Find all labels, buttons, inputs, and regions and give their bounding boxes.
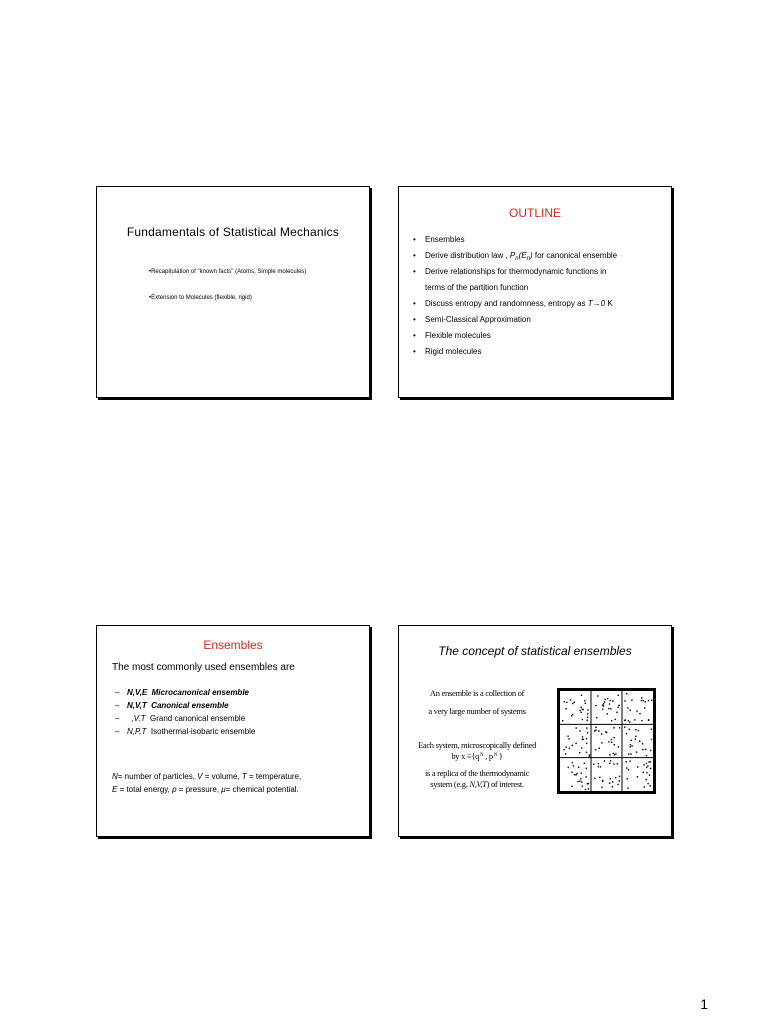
particle-dot [630, 746, 631, 747]
particle-dot [651, 739, 652, 740]
particle-dot [618, 705, 619, 706]
particle-dot [642, 749, 643, 750]
particle-dot [641, 697, 642, 698]
particle-dot [610, 708, 611, 709]
particle-dot [647, 783, 648, 784]
particle-dot [579, 752, 580, 753]
particle-dot [594, 730, 595, 731]
particle-dot [573, 765, 574, 766]
particle-dot [646, 763, 647, 764]
particle-dot [615, 777, 616, 778]
particle-dot [646, 772, 647, 773]
particle-dot [629, 761, 630, 762]
particle-dot [582, 739, 583, 740]
outline-item-distribution: • Derive distribution law , $P_n(E_n)$ for canonical ensemble [413, 248, 663, 264]
particle-dot [609, 783, 610, 784]
particle-dot [586, 738, 587, 739]
outline-item-ensembles: • Ensembles [413, 232, 663, 248]
concept-line-6: system (e.g. N,V,T) of interest. [430, 779, 524, 789]
particle-dot [645, 749, 646, 750]
particle-dot [599, 748, 600, 749]
particle-dot [645, 701, 646, 702]
outline-item-relationships: • Derive relationships for thermodynamic functions in terms of the partition function [413, 264, 663, 296]
particle-dot [643, 764, 644, 765]
particle-dot [570, 699, 571, 700]
particle-dot [602, 781, 603, 782]
particle-dot [644, 786, 645, 787]
particle-dot [635, 736, 636, 737]
particle-dot [608, 708, 609, 709]
particle-dot [565, 708, 566, 709]
concept-line-2: a very large number of systems [428, 706, 526, 716]
outline-list [413, 232, 663, 360]
particle-dot [575, 774, 576, 775]
particle-dot [589, 756, 590, 757]
outline-heading: OUTLINE [508, 206, 561, 220]
particle-dot [646, 755, 647, 756]
ensemble-item-mvt: – ,V,T Grand canonical ensemble [115, 714, 246, 723]
particle-dot [626, 693, 627, 694]
ensemble-item-npt: – N,P,T Isothermal-isobaric ensemble [115, 727, 256, 736]
outline-item-rigid: • Rigid molecules [413, 344, 663, 360]
particle-dot [595, 705, 596, 706]
particle-dot [625, 719, 626, 720]
ensembles-intro: The most commonly used ensembles are [112, 662, 295, 673]
particle-dot [581, 695, 582, 696]
particle-dot [607, 713, 608, 714]
particle-dot [596, 717, 597, 718]
particle-dot [605, 731, 606, 732]
particle-dot [650, 768, 651, 769]
particle-dot [614, 744, 615, 745]
particle-dot [611, 739, 612, 740]
particle-dot [634, 719, 635, 720]
particle-dot [627, 788, 628, 789]
particle-dot [581, 747, 582, 748]
particle-dot [593, 764, 594, 765]
particle-dot [602, 705, 603, 706]
particle-dot [641, 720, 642, 721]
particle-dot [571, 715, 572, 716]
particle-dot [651, 700, 652, 701]
particle-dot [612, 700, 613, 701]
particle-dot [650, 761, 651, 762]
particle-dot [586, 776, 587, 777]
particle-dot [610, 760, 611, 761]
particle-dot [612, 781, 613, 782]
ensembles-heading: Ensembles [203, 638, 263, 652]
particle-dot [587, 783, 588, 784]
particle-dot [631, 700, 632, 701]
particle-dot [608, 741, 609, 742]
particle-dot [617, 763, 618, 764]
page-number: 1 [700, 996, 708, 1012]
particle-dot [638, 730, 639, 731]
particle-dot [581, 772, 582, 773]
particle-dot [619, 727, 620, 728]
particle-dot [588, 788, 589, 789]
particle-dot [613, 727, 614, 728]
particle-dot [598, 730, 599, 731]
recapitulation-bullet: •Recapitulation of "known facts" (Atoms, Simple molecules) [149, 269, 307, 275]
particle-dot [600, 766, 601, 767]
particle-dot [639, 740, 640, 741]
particle-dot [574, 774, 575, 775]
slide-title-heading: Fundamentals of Statistical Mechanics [126, 225, 340, 239]
particle-dot [604, 760, 605, 761]
ensemble-item-nve: – N,V,E Microcanonical ensemble [115, 688, 249, 697]
particle-dot [613, 763, 614, 764]
particle-dot [567, 736, 568, 737]
particle-dot [646, 767, 647, 768]
particle-dot [584, 763, 585, 764]
slide-outline [398, 186, 672, 398]
particle-dot [572, 745, 573, 746]
particle-dot [609, 763, 610, 764]
particle-dot [609, 754, 610, 755]
particle-dot [613, 753, 614, 754]
particle-dot [585, 703, 586, 704]
concept-line-4: by x ≡{q $^N$ , p $^N$ } [451, 751, 503, 761]
particle-dot [628, 754, 629, 755]
particle-dot [642, 743, 643, 744]
particle-dot [572, 714, 573, 715]
particle-dot [624, 727, 625, 728]
particle-dot [644, 707, 645, 708]
particle-dot [618, 695, 619, 696]
particle-dot [582, 709, 583, 710]
particle-dot [581, 712, 582, 713]
particle-dot [618, 746, 619, 747]
particle-dot [627, 707, 628, 708]
particle-dot [615, 719, 616, 720]
particle-dot [619, 776, 620, 777]
slide-ensemble-concept [398, 625, 672, 837]
particle-dot [628, 720, 629, 721]
outline-item-entropy: • Discuss entropy and randomness, entropy as T→0 K [413, 296, 663, 312]
particle-dot [598, 763, 599, 764]
particle-dot [563, 749, 564, 750]
outline-item-semiclassical: • Semi-Classical Approximation [413, 312, 663, 328]
extension-bullet: •Extension to Molecules (flexible, rigid) [149, 295, 252, 301]
particle-dot [618, 706, 619, 707]
concept-line-1: An ensemble is a collection of [429, 688, 525, 698]
particle-dot [577, 781, 578, 782]
particle-dot [619, 780, 620, 781]
particle-dot [648, 761, 649, 762]
particle-dot [582, 719, 583, 720]
particle-dot [597, 695, 598, 696]
particle-dot [611, 742, 612, 743]
particle-dot [636, 710, 637, 711]
particle-dot [571, 786, 572, 787]
particle-dot [629, 721, 630, 722]
particle-dot [624, 700, 625, 701]
particle-dot [612, 786, 613, 787]
definitions-line-1: N= number of particles, V = volume, T = temperature, [112, 772, 302, 781]
particle-dot [586, 727, 587, 728]
particle-dot [617, 784, 618, 785]
particle-dot [604, 699, 605, 700]
particle-dot [572, 762, 573, 763]
particle-dot [614, 754, 615, 755]
particle-dot [575, 743, 576, 744]
particle-dot [581, 781, 582, 782]
particle-dot [643, 772, 644, 773]
particle-dot [604, 701, 605, 702]
particle-dot [649, 774, 650, 775]
ensemble-item-nvt: – N,V,T Canonical ensemble [115, 701, 229, 710]
particle-dot [587, 720, 588, 721]
particle-dot [569, 748, 570, 749]
particle-dot [631, 745, 632, 746]
particle-dot [626, 767, 627, 768]
particle-dot [611, 720, 612, 721]
particle-dot [641, 700, 642, 701]
particle-dot [587, 732, 588, 733]
concept-line-5: is a replica of the thermodynamic [424, 768, 530, 778]
particle-dot [585, 789, 586, 790]
definitions-line-2: E = total energy, p = pressure, μ= chemical potential. [112, 785, 299, 794]
particle-dot [601, 742, 602, 743]
particle-dot [626, 733, 627, 734]
particle-dot [576, 727, 577, 728]
particle-dot [579, 710, 580, 711]
particle-dot [651, 729, 652, 730]
particle-dot [599, 777, 600, 778]
particle-dot [616, 712, 617, 713]
particle-dot [580, 778, 581, 779]
particle-dot [571, 772, 572, 773]
particle-dot [584, 700, 585, 701]
particle-dot [649, 785, 650, 786]
particle-dot [595, 749, 596, 750]
particle-dot [586, 752, 587, 753]
particle-dot [579, 730, 580, 731]
particle-dot [610, 700, 611, 701]
particle-dot [645, 779, 646, 780]
particle-dot [568, 738, 569, 739]
particle-dot [579, 781, 580, 782]
outline-item-flexible: • Flexible molecules [413, 328, 663, 344]
particle-dot [602, 709, 603, 710]
particle-dot [565, 753, 566, 754]
particle-dot [635, 739, 636, 740]
particle-dot [630, 744, 631, 745]
particle-dot [615, 753, 616, 754]
particle-dot [635, 729, 636, 730]
particle-dot [609, 703, 610, 704]
particle-dot [587, 717, 588, 718]
particle-dot [610, 778, 611, 779]
particle-dot [648, 700, 649, 701]
concept-line-3: Each system, microscopically defined [417, 740, 537, 750]
particle-dot [601, 787, 602, 788]
particle-dot [574, 702, 575, 703]
particle-dot [598, 766, 599, 767]
particle-dot [639, 713, 640, 714]
ensemble-list [115, 686, 255, 738]
particle-dot [594, 778, 595, 779]
particle-dot [626, 761, 627, 762]
particle-dot [572, 703, 573, 704]
particle-dot [578, 767, 579, 768]
particle-dot [577, 773, 578, 774]
particle-dot [631, 740, 632, 741]
particle-dot [627, 778, 628, 779]
particle-dot [603, 703, 604, 704]
particle-dot [613, 737, 614, 738]
particle-dot [582, 736, 583, 737]
ensemble-systems-illustration [557, 688, 656, 794]
particle-dot [630, 753, 631, 754]
particle-dot [566, 747, 567, 748]
slide-ensembles [96, 625, 370, 837]
particle-dot [564, 701, 565, 702]
particle-dot [587, 713, 588, 714]
particle-dot [581, 707, 582, 708]
particle-dot [607, 698, 608, 699]
particle-dot [568, 767, 569, 768]
particle-dot [630, 710, 631, 711]
particle-dot [648, 720, 649, 721]
particle-dot [636, 751, 637, 752]
particle-dot [566, 702, 567, 703]
particle-dot [643, 700, 644, 701]
systems-grid-drawing [560, 691, 653, 791]
particle-dot [628, 769, 629, 770]
particle-dot [582, 786, 583, 787]
particle-dot [629, 729, 630, 730]
particle-dot [595, 730, 596, 731]
particle-dot [562, 720, 563, 721]
particle-dot [601, 733, 602, 734]
particle-dot [595, 727, 596, 728]
particle-dot [586, 768, 587, 769]
ensemble-concept-heading: The concept of statistical ensembles [438, 644, 632, 658]
particle-dot [650, 750, 651, 751]
particle-dot [637, 776, 638, 777]
particle-dot [586, 743, 587, 744]
particle-dot [637, 766, 638, 767]
particle-dot [589, 754, 590, 755]
slide-title [96, 186, 370, 398]
particle-dot [647, 765, 648, 766]
particle-dot [587, 709, 588, 710]
